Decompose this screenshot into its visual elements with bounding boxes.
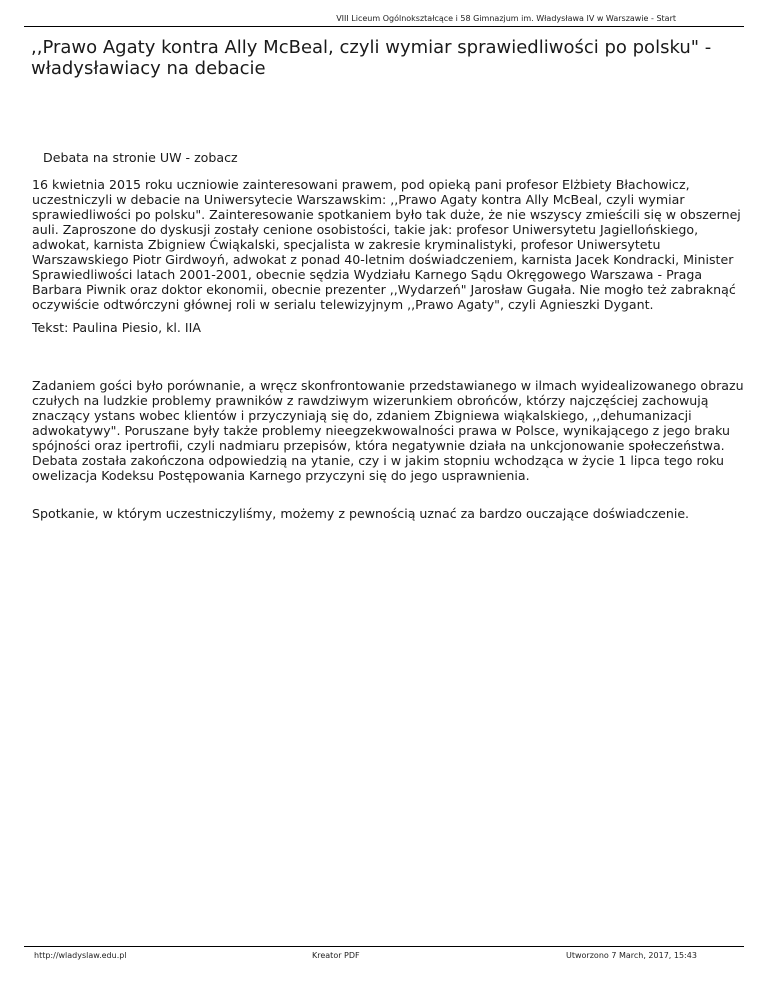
article-title: ,,Prawo Agaty kontra Ally McBeal, czyli wymiar sprawiedliwości po polsku" - władysławiacy na debacie [31, 37, 712, 79]
article-paragraph-3: Spotkanie, w którym uczestniczyliśmy, możemy z pewnością uznać za bardzo ouczające doświadczenie. [32, 506, 690, 521]
author-credit: Tekst: Paulina Piesio, kl. IIA [32, 320, 201, 335]
footer-generator: Kreator PDF [312, 951, 360, 960]
debate-link[interactable]: Debata na stronie UW - zobacz [43, 150, 238, 165]
footer-url[interactable]: http://wladyslaw.edu.pl [34, 951, 127, 960]
article-paragraph-1: 16 kwietnia 2015 roku uczniowie zainteresowani prawem, pod opieką pani profesor Elżbiety Błachowicz, uczestniczyli w debacie na Uniwersytecie Warszawskim: ,,Prawo Agaty kontra Ally McBeal, czyli wymiar sprawiedliwości po polsku". Zainteresowanie spotkaniem było tak duże, że nie wszyscy zmieścili się w obszernej auli. Zaproszone do dyskusji zostały cenione osobistości, takie jak: profesor Uniwersytetu Jagiellońskiego, adwokat, karnista Zbigniew Ćwiąkalski, specjalista w zakresie kryminalistyki, profesor Uniwersytetu Warszawskiego Piotr Girdwoyń, adwokat z ponad 40-letnim doświadczeniem, karnista Jacek Kondracki, Minister Sprawiedliwości latach 2001-2001, obecnie sędzia Wydziału Karnego Sądu Okręgowego Warszawa - Praga Barbara Piwnik oraz doktor ekonomii, obecnie prezenter ,,Wydarzeń" Jarosław Gugała. Nie mogło też zabraknąć oczywiście odtwórczyni głównej roli w serialu telewizyjnym ,,Prawo Agaty", czyli Agnieszki Dygant. [32, 177, 741, 312]
footer-divider [24, 946, 744, 947]
footer-created-date: Utworzono 7 March, 2017, 15:43 [566, 951, 697, 960]
header-divider [24, 26, 744, 27]
article-paragraph-2: Zadaniem gości było porównanie, a wręcz skonfrontowanie przedstawianego w ilmach wyidealizowanego obrazu czułych na ludzkie problemy prawników z rawdziwym wizerunkiem obrońców, którzy najczęściej zachowują znaczący ystans wobec klientów i przyczyniają się do, zdaniem Zbigniewa wiąkalskiego, ,,dehumanizacji adwokatywy". Poruszane były także problemy nieegzekwowalności prawa w Polsce, wynikającego z jego braku spójności oraz ipertrofii, czyli nadmiaru przepisów, która negatywnie działa na unkcjonowanie społeczeństwa. Debata została zakończona odpowiedzią na ytanie, czy i w jakim stopniu wchodząca w życie 1 lipca tego roku owelizacja Kodeksu Postępowania Karnego przyczyni się do jego usprawnienia. [32, 378, 744, 483]
running-header: VIII Liceum Ogólnokształcące i 58 Gimnazjum im. Władysława IV w Warszawie - Start [336, 14, 676, 23]
